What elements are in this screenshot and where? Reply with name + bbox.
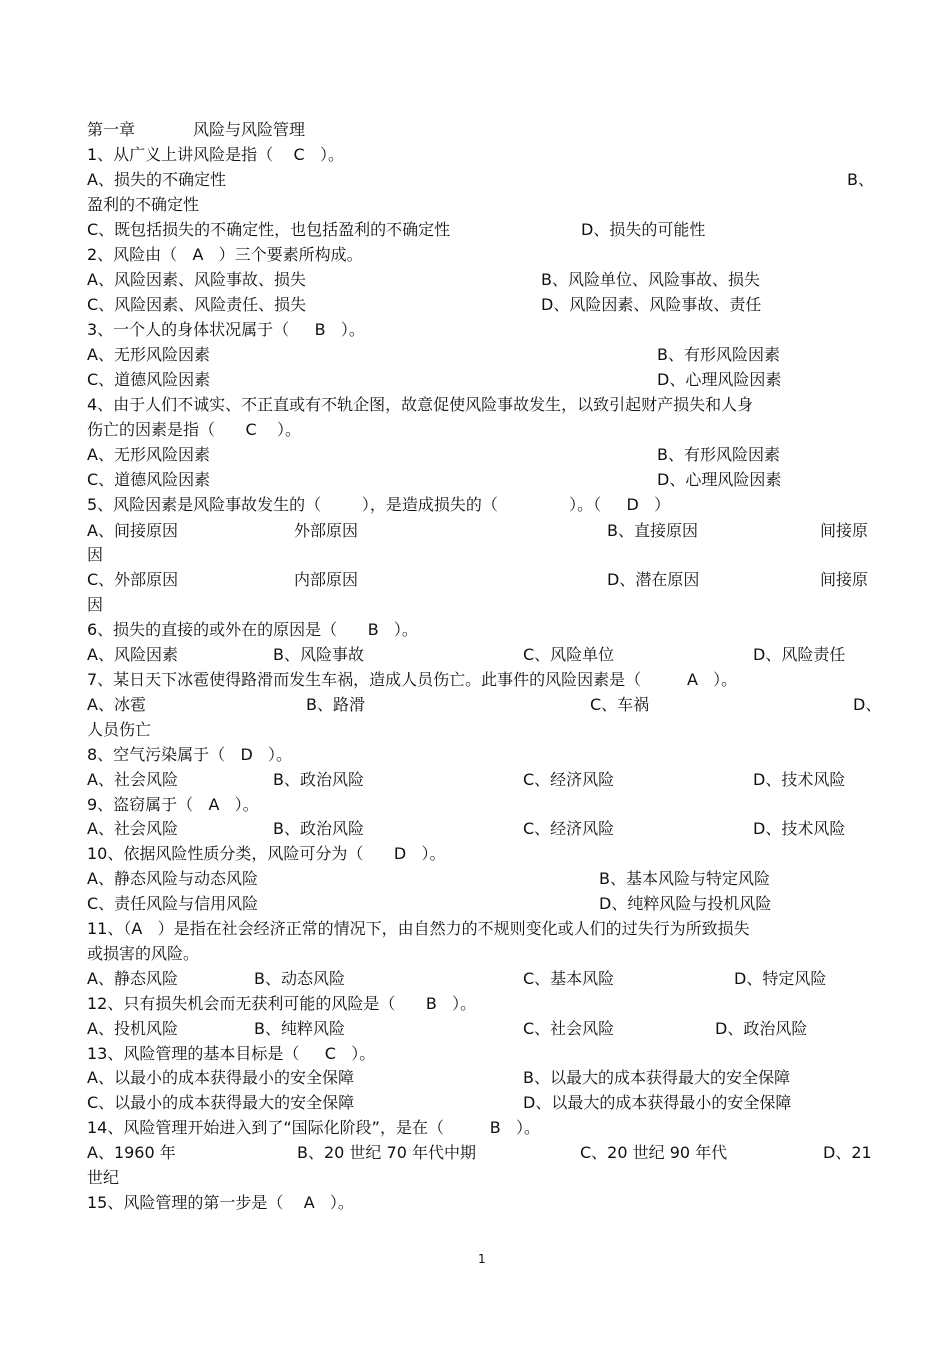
question-8-stem: 8、空气污染属于（ D ）。	[87, 745, 293, 764]
question-9-option-d: D、技术风险	[753, 819, 846, 838]
question-5-option-c-second: 内部原因	[294, 570, 359, 589]
question-2-option-d: D、风险因素、风险事故、责任	[541, 295, 762, 314]
question-11-stem-line2: 或损害的风险。	[87, 944, 200, 963]
question-13-option-d: D、以最大的成本获得最小的安全保障	[523, 1093, 792, 1112]
question-8-option-c: C、经济风险	[523, 770, 615, 789]
question-5-option-b-first: B、直接原因	[607, 521, 698, 540]
question-10-option-b: B、基本风险与特定风险	[599, 869, 770, 888]
question-1-stem: 1、从广义上讲风险是指（ C ）。	[87, 145, 344, 164]
question-5-option-d-second: 间接原	[820, 570, 869, 589]
question-13-option-b: B、以最大的成本获得最大的安全保障	[523, 1068, 790, 1087]
question-4-stem-line1: 4、由于人们不诚实、不正直或有不轨企图，故意促使风险事故发生，以致引起财产损失和人身	[87, 395, 754, 414]
question-1-option-c: C、既包括损失的不确定性，也包括盈利的不确定性	[87, 220, 451, 239]
question-13-option-c: C、以最小的成本获得最大的安全保障	[87, 1093, 355, 1112]
question-1-option-b-text: 盈利的不确定性	[87, 195, 200, 214]
page-number: 1	[478, 1252, 486, 1266]
question-7-option-c: C、车祸	[590, 695, 650, 714]
question-10-stem: 10、依据风险性质分类，风险可分为（ D ）。	[87, 844, 446, 863]
question-2-option-a: A、风险因素、风险事故、损失	[87, 270, 306, 289]
question-10-option-c: C、责任风险与信用风险	[87, 894, 259, 913]
question-14-option-d-text: 世纪	[87, 1168, 120, 1187]
question-4-option-d: D、心理风险因素	[657, 470, 782, 489]
question-2-option-b: B、风险单位、风险事故、损失	[541, 270, 760, 289]
question-13-stem: 13、风险管理的基本目标是（ C ）。	[87, 1044, 376, 1063]
question-10-option-d: D、纯粹风险与投机风险	[599, 894, 772, 913]
question-8-option-a: A、社会风险	[87, 770, 178, 789]
question-7-option-d-text: 人员伤亡	[87, 720, 152, 739]
question-5-option-b-second: 间接原	[820, 521, 869, 540]
question-7-option-d-label: D、	[853, 695, 882, 714]
question-1-option-a: A、损失的不确定性	[87, 170, 226, 189]
question-3-option-c: C、道德风险因素	[87, 370, 211, 389]
question-7-stem: 7、某日天下冰雹使得路滑而发生车祸，造成人员伤亡。此事件的风险因素是（ A ）。	[87, 670, 738, 689]
question-14-stem: 14、风险管理开始进入到了“国际化阶段”，是在（ B ）。	[87, 1118, 540, 1137]
question-14-option-c: C、20 世纪 90 年代	[580, 1143, 728, 1162]
question-5-stem: 5、风险因素是风险事故发生的（ ），是造成损失的（ ）。（ D ）	[87, 495, 671, 514]
question-4-option-a: A、无形风险因素	[87, 445, 210, 464]
question-1-option-d: D、损失的可能性	[581, 220, 706, 239]
question-3-option-a: A、无形风险因素	[87, 345, 210, 364]
question-11-option-c: C、基本风险	[523, 969, 615, 988]
question-4-option-b: B、有形风险因素	[657, 445, 780, 464]
question-11-option-b: B、动态风险	[254, 969, 345, 988]
question-12-option-b: B、纯粹风险	[254, 1019, 345, 1038]
question-5-option-a-first: A、间接原因	[87, 521, 178, 540]
question-3-option-d: D、心理风险因素	[657, 370, 782, 389]
question-6-option-b: B、风险事故	[273, 645, 364, 664]
question-4-option-c: C、道德风险因素	[87, 470, 211, 489]
question-9-option-a: A、社会风险	[87, 819, 178, 838]
chapter-label: 第一章	[87, 120, 136, 139]
question-6-option-d: D、风险责任	[753, 645, 846, 664]
question-12-option-c: C、社会风险	[523, 1019, 615, 1038]
question-7-option-b: B、路滑	[306, 695, 365, 714]
question-10-option-a: A、静态风险与动态风险	[87, 869, 258, 888]
question-14-option-a: A、1960 年	[87, 1143, 176, 1162]
question-7-option-a: A、冰雹	[87, 695, 146, 714]
question-3-option-b: B、有形风险因素	[657, 345, 780, 364]
question-4-stem-line2: 伤亡的因素是指（ C ）。	[87, 420, 302, 439]
question-5-option-a-second: 外部原因	[294, 521, 359, 540]
question-8-option-d: D、技术风险	[753, 770, 846, 789]
question-1-option-b-label: B、	[847, 170, 874, 189]
chapter-title: 风险与风险管理	[193, 120, 306, 139]
question-9-stem: 9、盗窃属于（ A ）。	[87, 795, 259, 814]
question-14-option-b: B、20 世纪 70 年代中期	[297, 1143, 476, 1162]
question-11-option-a: A、静态风险	[87, 969, 178, 988]
question-11-option-d: D、特定风险	[734, 969, 827, 988]
question-12-option-a: A、投机风险	[87, 1019, 178, 1038]
question-9-option-b: B、政治风险	[273, 819, 364, 838]
question-15-stem: 15、风险管理的第一步是（ A ）。	[87, 1193, 354, 1212]
question-5-option-b-wrap: 因	[87, 545, 104, 564]
question-5-option-c-first: C、外部原因	[87, 570, 179, 589]
question-6-option-c: C、风险单位	[523, 645, 615, 664]
question-6-option-a: A、风险因素	[87, 645, 178, 664]
question-12-stem: 12、只有损失机会而无获利可能的风险是（ B ）。	[87, 994, 477, 1013]
question-5-option-d-first: D、潜在原因	[607, 570, 700, 589]
question-14-option-d-label: D、21	[823, 1143, 872, 1162]
question-3-stem: 3、一个人的身体状况属于（ B ）。	[87, 320, 365, 339]
question-2-option-c: C、风险因素、风险责任、损失	[87, 295, 307, 314]
question-11-stem-line1: 11、（A ）是指在社会经济正常的情况下，由自然力的不规则变化或人们的过失行为所致损失	[87, 919, 750, 938]
question-6-stem: 6、损失的直接的或外在的原因是（ B ）。	[87, 620, 418, 639]
question-5-option-d-wrap: 因	[87, 595, 104, 614]
question-9-option-c: C、经济风险	[523, 819, 615, 838]
question-8-option-b: B、政治风险	[273, 770, 364, 789]
question-13-option-a: A、以最小的成本获得最小的安全保障	[87, 1068, 354, 1087]
question-12-option-d: D、政治风险	[715, 1019, 808, 1038]
question-2-stem: 2、风险由（ A ）三个要素所构成。	[87, 245, 363, 264]
